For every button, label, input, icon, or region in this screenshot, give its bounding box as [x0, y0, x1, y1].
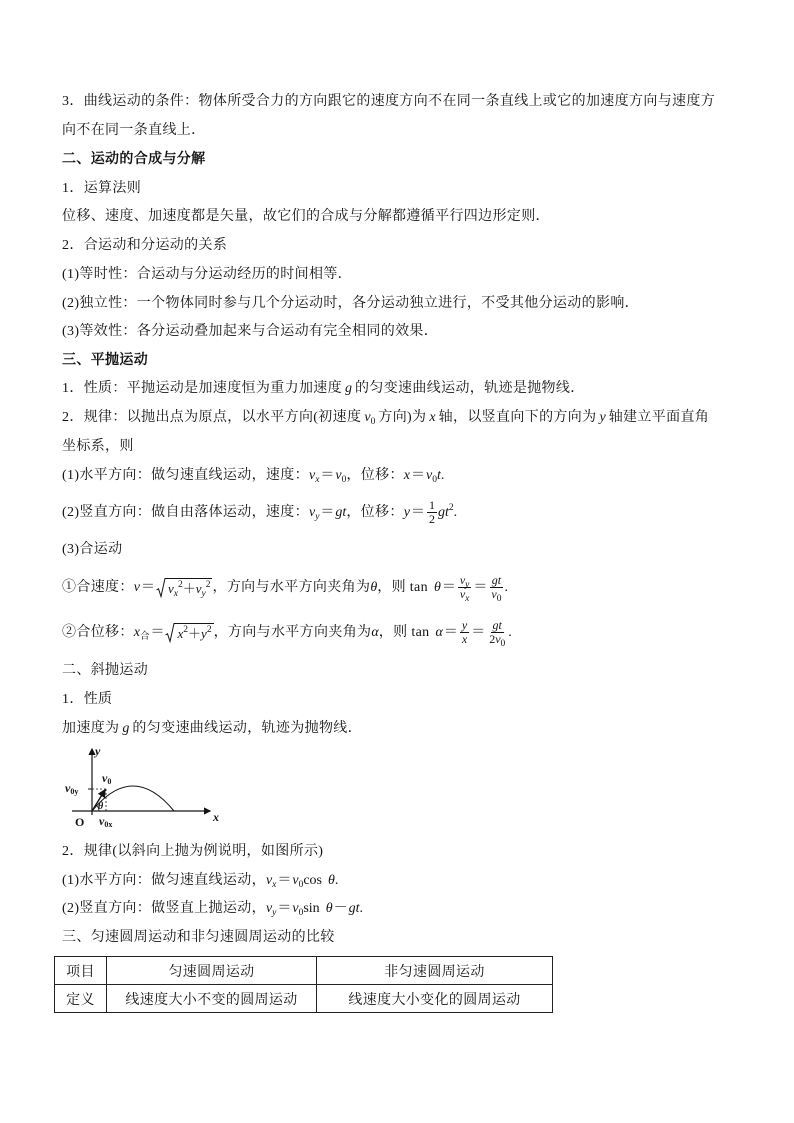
subscript-0: 0: [432, 475, 437, 485]
fraction-vy-over-vx: [458, 573, 472, 605]
nature-text: 的匀变速曲线运动，轨迹是抛物线．: [355, 381, 585, 396]
subscript-x: x: [173, 588, 178, 599]
horizontal-text: (1)水平方向：做匀速直线运动，速度：: [62, 468, 309, 483]
symbol-v: v: [133, 580, 140, 595]
subscript-0: 0: [298, 908, 304, 918]
condition-line-2: 向不在同一条直线上．: [62, 123, 206, 138]
equals-sign: ＝: [320, 468, 335, 483]
equals-sign: ＝: [277, 901, 292, 916]
table-header-cell: 非匀速圆周运动: [317, 957, 553, 985]
projectile-law-continuation: 坐标系，则: [62, 439, 134, 454]
table-cell: 定义: [55, 985, 107, 1013]
superscript-2: 2: [183, 624, 189, 635]
velocity-text: ，则 tan: [377, 580, 428, 595]
v-symbol: v: [99, 814, 105, 828]
denominator: [489, 587, 503, 605]
equals-sign: ＝: [277, 873, 292, 888]
period: .: [334, 873, 339, 888]
displacement-text: ②合位移：: [62, 625, 134, 640]
symbol-alpha: α: [435, 625, 443, 640]
section-heading-projectile: 三、平抛运动: [62, 353, 149, 368]
vertical-text: ，位移：: [346, 505, 404, 520]
radical-sign: [165, 623, 175, 643]
condition-line-1: 3．曲线运动的条件：物体所受合力的方向跟它的速度方向不在同一条直线上或它的加速度方向与速度方: [62, 94, 716, 109]
equals-sign: ＝: [320, 505, 335, 520]
oblique-nature-text: 的匀变速曲线运动，轨迹为抛物线．: [132, 721, 363, 736]
oblique-vertical-line: [62, 895, 363, 923]
denominator: [458, 587, 472, 605]
relation-item-simultaneity: (1)等时性：合运动与分运动经历的时间相等．: [62, 267, 353, 282]
symbol-v: v: [195, 580, 202, 596]
numerator: [491, 619, 504, 633]
rule-title: 1．运算法则: [62, 181, 142, 196]
table-header-row: [55, 957, 553, 985]
superscript-2: 2: [177, 579, 183, 590]
v-symbol: v: [65, 781, 71, 795]
equals-sign: ＝: [441, 580, 456, 595]
coefficient-2: 2: [489, 632, 496, 647]
numerator: [490, 574, 503, 588]
equals-sign: ＝: [150, 625, 165, 640]
equals-sign: ＝: [443, 625, 458, 640]
subscript-x: x: [315, 475, 320, 485]
vertical-text: (2)竖直方向：做自由落体运动，速度：: [62, 505, 309, 520]
trajectory-parabola: [92, 786, 174, 811]
symbol-t: t: [498, 618, 502, 633]
radical-sign: [156, 578, 166, 598]
angle-theta-label: θ: [98, 801, 104, 812]
symbol-v: v: [491, 587, 497, 602]
origin-label: O: [75, 815, 85, 829]
period: .: [508, 625, 512, 640]
equals-sign: ＝: [410, 505, 425, 520]
displacement-text: ，则 tan: [378, 625, 430, 640]
section-heading-comparison: 三、匀速圆周运动和非匀速圆周运动的比较: [62, 930, 335, 945]
subscript-y: y: [315, 512, 320, 522]
subscript-y: y: [272, 908, 277, 918]
subscript-0: 0: [500, 639, 506, 650]
resultant-displacement-line: [62, 618, 512, 650]
symbol-v: v: [459, 573, 466, 588]
symbol-t: t: [497, 573, 502, 588]
oblique-horizontal-line: [62, 867, 338, 895]
symbol-v: v: [292, 901, 299, 916]
fraction-gt-over-v0: [489, 573, 503, 605]
subscript-he: 合: [139, 632, 150, 642]
fraction-one-half: [427, 499, 437, 526]
numerator: y: [461, 618, 468, 633]
symbol-t: t: [436, 468, 441, 483]
table-header-cell: 匀速圆周运动: [107, 957, 317, 985]
plus-sign: ＋: [182, 580, 196, 596]
vertical-law-line: [62, 499, 457, 527]
v0x-subscript: 0x: [104, 820, 113, 829]
relation-title: 2．合运动和分运动的关系: [62, 238, 228, 253]
square-root: [156, 578, 213, 598]
period: .: [504, 580, 508, 595]
symbol-g: g: [348, 901, 356, 916]
velocity-text: ，方向与水平方向夹角为: [212, 580, 371, 595]
v0y-subscript: 0y: [70, 787, 79, 796]
symbol-v: v: [495, 632, 501, 647]
symbol-v: v: [265, 873, 273, 888]
equals-sign: ＝: [140, 580, 155, 595]
symbol-theta: θ: [325, 901, 333, 916]
oblique-horizontal-text: (1)水平方向：做匀速直线运动，: [62, 873, 266, 888]
symbol-theta: θ: [370, 580, 378, 595]
subscript-x: x: [272, 880, 277, 890]
law-text: 轴，以竖直向下的方向为: [438, 410, 597, 425]
horizontal-law-line: [62, 462, 444, 490]
symbol-theta: θ: [433, 580, 441, 595]
symbol-x: x: [177, 625, 184, 641]
symbol-y: y: [599, 410, 606, 425]
symbol-v: v: [335, 468, 342, 483]
symbol-y: y: [201, 625, 207, 641]
superscript-2: 2: [206, 624, 212, 635]
denominator: x: [461, 632, 468, 647]
combined-motion-title: (3)合运动: [62, 542, 123, 557]
symbol-g: g: [492, 618, 499, 633]
equals-sign: ＝: [411, 468, 426, 483]
symbol-g: g: [345, 381, 352, 396]
oblique-projectile-diagram: [62, 745, 227, 835]
v0x-label: [99, 814, 112, 829]
period: .: [440, 468, 445, 483]
projectile-nature-line: [62, 375, 585, 403]
equals-sign: ＝: [473, 580, 488, 595]
table-header-cell: 项目: [55, 957, 107, 985]
oblique-nature-line: [62, 715, 362, 743]
symbol-g: g: [491, 573, 498, 588]
oblique-nature-text: 加速度为: [62, 721, 120, 736]
table-cell: 线速度大小不变的圆周运动: [107, 985, 317, 1013]
symbol-t: t: [444, 505, 449, 520]
sin-function: sin: [303, 901, 320, 916]
symbol-v: v: [308, 505, 316, 520]
numerator: 1: [428, 498, 435, 513]
subscript-0: 0: [341, 475, 347, 485]
subscript-x: x: [465, 594, 470, 605]
displacement-text: ，方向与水平方向夹角为: [213, 625, 372, 640]
law-text: 方向)为: [378, 410, 427, 425]
resultant-velocity-line: [62, 573, 508, 605]
velocity-text: ①合速度：: [62, 580, 134, 595]
symbol-v: v: [364, 410, 371, 425]
subscript-0: 0: [496, 594, 502, 605]
symbol-v: v: [426, 468, 433, 483]
symbol-alpha: α: [371, 625, 379, 640]
y-axis-label: y: [95, 745, 101, 758]
v0-label: [102, 771, 111, 786]
numerator: [458, 573, 472, 591]
table-row: [55, 985, 553, 1013]
cos-function: cos: [303, 873, 323, 888]
relation-item-equivalence: (3)等效性：各分运动叠加起来与合运动有完全相同的效果．: [62, 324, 439, 339]
symbol-v: v: [459, 587, 466, 602]
v-symbol: v: [102, 771, 108, 785]
subscript-y: y: [465, 580, 470, 591]
horizontal-text: ，位移：: [346, 468, 404, 483]
radicand: [175, 623, 213, 643]
x-axis-label: x: [213, 810, 219, 824]
rule-text: 位移、速度、加速度都是矢量，故它们的合成与分解都遵循平行四边形定则．: [62, 209, 550, 224]
subscript-0: 0: [370, 417, 376, 427]
nature-text: 1．性质：平抛运动是加速度恒为重力加速度: [62, 381, 342, 396]
table-cell: 线速度大小变化的圆周运动: [317, 985, 553, 1013]
symbol-v: v: [308, 468, 316, 483]
square-root: [165, 623, 213, 643]
period: .: [359, 901, 363, 916]
minus-sign: －: [333, 901, 348, 916]
v0-subscript: 0: [107, 777, 112, 786]
symbol-x: x: [429, 410, 436, 425]
subscript-0: 0: [298, 880, 304, 890]
section-heading-composition: 二、运动的合成与分解: [62, 152, 206, 167]
fraction-y-over-x: [460, 619, 469, 646]
symbol-v: v: [167, 580, 174, 596]
oblique-vertical-text: (2)竖直方向：做竖直上抛运动，: [62, 901, 266, 916]
symbol-t: t: [355, 901, 360, 916]
equals-sign: ＝: [471, 625, 486, 640]
symbol-g: g: [122, 721, 130, 736]
superscript-2: 2: [448, 503, 454, 513]
symbol-g: g: [437, 505, 445, 520]
denominator: 2: [428, 512, 435, 527]
plus-sign: ＋: [188, 625, 202, 641]
subscript-y: y: [201, 588, 206, 599]
symbol-t: t: [342, 505, 347, 520]
symbol-y: y: [403, 505, 410, 520]
fraction-gt-over-2v0: [487, 618, 507, 650]
denominator: [487, 632, 507, 650]
symbol-x: x: [403, 468, 411, 483]
symbol-g: g: [335, 505, 343, 520]
symbol-x: x: [133, 625, 140, 640]
comparison-table: [54, 956, 553, 1013]
symbol-v: v: [292, 873, 299, 888]
superscript-2: 2: [205, 579, 211, 590]
projectile-law-line: [62, 404, 709, 432]
symbol-theta: θ: [328, 873, 335, 888]
radicand: [166, 578, 213, 598]
law-text: 轴建立平面直角: [608, 410, 710, 425]
symbol-v: v: [265, 901, 273, 916]
v0y-label: [65, 781, 78, 796]
law-text: 2．规律：以抛出点为原点，以水平方向(初速度: [62, 410, 362, 425]
section-heading-oblique: 二、斜抛运动: [62, 663, 149, 678]
oblique-nature-title: 1．性质: [62, 692, 113, 707]
relation-item-independence: (2)独立性：一个物体同时参与几个分运动时，各分运动独立进行，不受其他分运动的影响．: [62, 296, 640, 311]
period: .: [453, 505, 458, 520]
oblique-law-title: 2．规律(以斜向上抛为例说明，如图所示): [62, 844, 324, 859]
